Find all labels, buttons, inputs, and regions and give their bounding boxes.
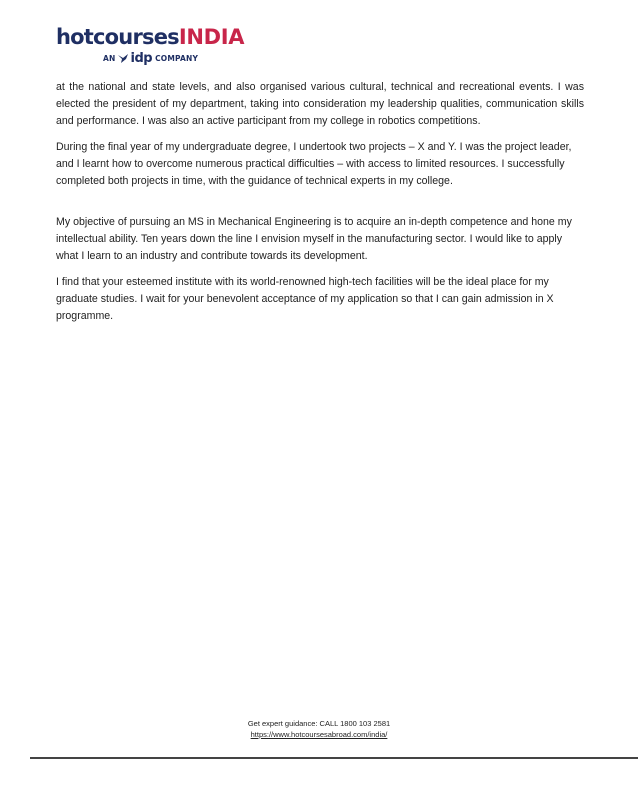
footer-guidance: Get expert guidance: CALL 1800 103 2581 — [247, 719, 391, 728]
hotcourses-india-logo — [56, 24, 245, 68]
idp-logo — [118, 51, 152, 66]
paragraph-activities: at the national and state levels, and also organised various cultural, technical and recreational events. I was elected the president of my department, taking into consideration my leadership qualities, communication skills and performance. I was also an active participant from my college in robotics competitions. — [56, 81, 584, 127]
logo-tagline — [103, 51, 198, 66]
logo-main-text: hotcourses — [56, 25, 179, 49]
document-body — [56, 79, 584, 334]
footer-url-link[interactable]: https://www.hotcoursesabroad.com/india/ — [250, 730, 388, 739]
paragraph-projects: During the final year of my undergraduate degree, I undertook two projects – X and Y. I was the project leader, and I learnt how to overcome numerous practical difficulties – with access to limited resources. I successfully completed both projects in time, with the guidance of technical experts in my college. — [56, 141, 572, 187]
idp-bird-icon — [118, 54, 129, 63]
page-footer — [0, 718, 638, 740]
logo-sub-suffix: COMPANY — [155, 54, 199, 63]
footer-divider — [30, 757, 638, 759]
logo-wordmark — [56, 24, 244, 50]
logo-accent-text: INDIA — [178, 25, 245, 49]
paragraph-closing: I find that your esteemed institute with its world-renowned high-tech facilities will be the ideal place for my graduate studies. I wait for your benevolent acceptance of my application so that I can gain admission in X programme. — [56, 276, 554, 322]
logo-sub-brand: idp — [130, 51, 153, 66]
logo-sub-prefix: AN — [103, 54, 116, 63]
paragraph-objective: My objective of pursuing an MS in Mechanical Engineering is to acquire an in-depth competence and hone my intellectual ability. Ten years down the line I envision myself in the manufacturing sector. I would like to apply what I learn to an industry and contribute towards its development. — [56, 216, 572, 262]
